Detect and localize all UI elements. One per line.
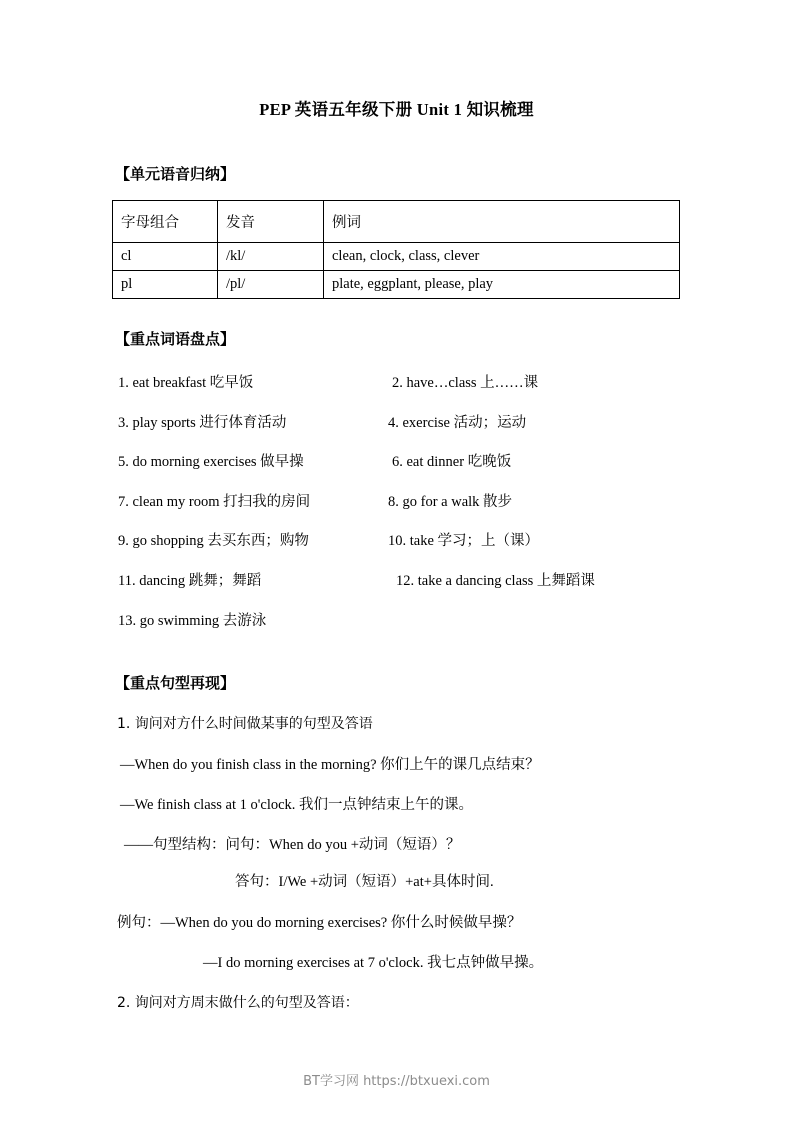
column-header-example-words: 例词 — [324, 201, 680, 243]
list-item: 13. go swimming 去游泳 — [118, 613, 267, 629]
column-header-letter-combination: 字母组合 — [113, 201, 218, 243]
cell-example-words: clean, clock, class, clever — [324, 243, 680, 271]
list-item: 5. do morning exercises 做早操 — [118, 454, 304, 470]
column-header-pronunciation: 发音 — [218, 201, 324, 243]
page-title: PEP 英语五年级下册 Unit 1 知识梳理 — [259, 100, 534, 119]
cell-letter-combination: cl — [113, 243, 218, 271]
pattern-structure-question: ——句型结构：问句：When do you +动词（短语）？ — [124, 837, 461, 853]
pattern-item-2-heading: 2. 询问对方周末做什么的句型及答语： — [117, 995, 359, 1011]
list-item: 10. take 学习；上（课） — [388, 533, 540, 549]
section-heading-phonics: 【单元语音归纳】 — [115, 165, 236, 183]
list-item: 4. exercise 活动；运动 — [388, 415, 527, 431]
list-item: 12. take a dancing class 上舞蹈课 — [396, 573, 595, 589]
list-item: 11. dancing 跳舞；舞蹈 — [118, 573, 262, 589]
section-heading-sentence-patterns: 【重点句型再现】 — [115, 674, 236, 692]
list-item: 8. go for a walk 散步 — [388, 494, 513, 510]
footer-watermark: BT学习网 https://btxuexi.com — [303, 1074, 490, 1089]
cell-letter-combination: pl — [113, 271, 218, 299]
pattern-item-1-heading: 1. 询问对方什么时间做某事的句型及答语 — [117, 716, 373, 732]
list-item: 3. play sports 进行体育活动 — [118, 415, 287, 431]
list-item: 1. eat breakfast 吃早饭 — [118, 375, 254, 391]
section-heading-vocabulary: 【重点词语盘点】 — [115, 330, 236, 348]
cell-pronunciation: /pl/ — [218, 271, 324, 299]
list-item: 7. clean my room 打扫我的房间 — [118, 494, 311, 510]
list-item: 2. have…class 上……课 — [392, 375, 539, 391]
pattern-structure-answer: 答句：I/We +动词（短语）+at+具体时间. — [235, 874, 494, 890]
pattern-example-answer: —I do morning exercises at 7 o'clock. 我七点钟做早操。 — [203, 955, 544, 971]
cell-pronunciation: /kl/ — [218, 243, 324, 271]
pattern-question-1: —When do you finish class in the morning? 你们上午的课几点结束？ — [120, 757, 540, 773]
pattern-answer-1: —We finish class at 1 o'clock. 我们一点钟结束上午的课。 — [120, 797, 474, 813]
list-item: 6. eat dinner 吃晚饭 — [392, 454, 512, 470]
pattern-example-question: 例句：—When do you do morning exercises? 你什么时候做早操？ — [117, 915, 522, 931]
list-item: 9. go shopping 去买东西；购物 — [118, 533, 309, 549]
cell-example-words: plate, eggplant, please, play — [324, 271, 680, 299]
